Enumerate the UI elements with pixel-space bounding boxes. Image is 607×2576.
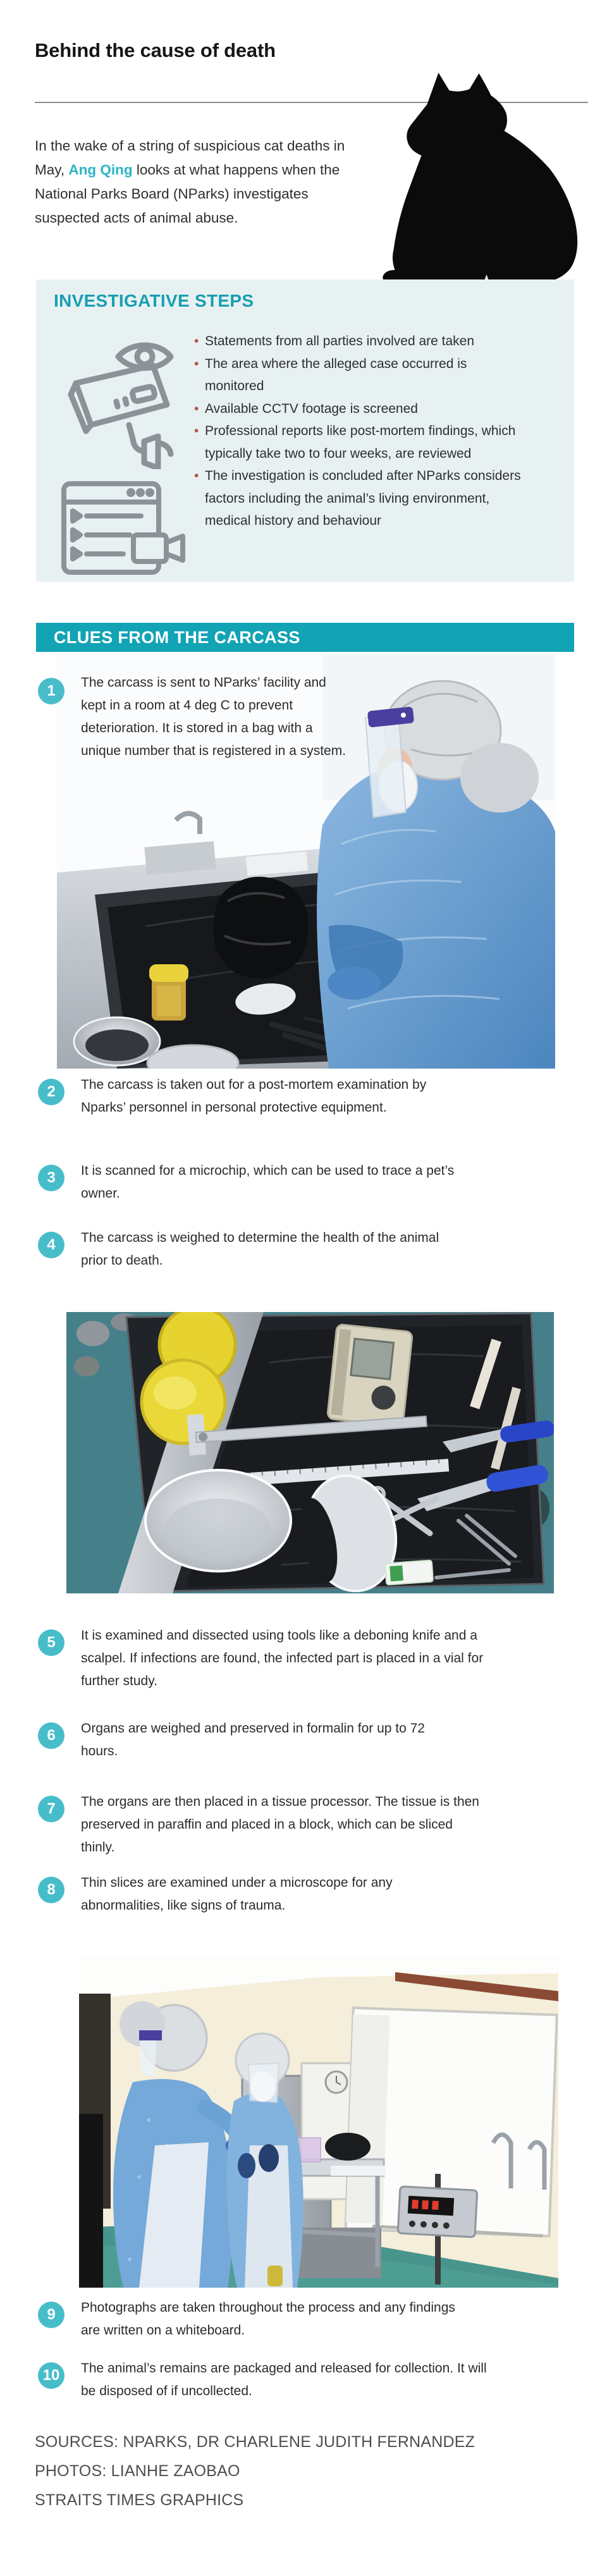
intro-text-post: looks at what happens when the National Parks Board (NParks) investigates suspected acts of animal abuse. [35, 162, 340, 226]
graphics-credit: STRAITS TIMES GRAPHICS [35, 2491, 244, 2509]
step-text: Thin slices are examined under a microscope for any abnormalities, like signs of trauma. [81, 1875, 393, 1913]
step-text: Organs are weighed and preserved in formalin for up to 72 hours. [81, 1721, 425, 1758]
step-number: 8 [38, 1877, 64, 1903]
writer-name: Ang Qing [68, 162, 133, 178]
investigative-steps-heading: INVESTIGATIVE STEPS [54, 291, 254, 310]
step-number: 6 [38, 1722, 64, 1749]
page-title: Behind the cause of death [35, 39, 276, 61]
step-text: The carcass is weighed to determine the health of the animal prior to death. [81, 1230, 439, 1268]
step-number: 5 [38, 1629, 64, 1656]
black-cat-silhouette-icon [376, 70, 588, 285]
step-number: 2 [38, 1079, 64, 1105]
list-item: • The investigation is concluded after NParks considers factors including the animal’s living environment, medical history and behaviour [194, 465, 525, 532]
list-item: • The area where the alleged case occurred is monitored [194, 353, 525, 398]
list-item: • Professional reports like post-mortem findings, which typically take two to four weeks, are reviewed [194, 420, 525, 465]
step-number: 9 [38, 2302, 64, 2328]
investigative-steps-list [194, 330, 525, 532]
photo-dissection-tools-tray [66, 1312, 554, 1593]
step-text: The animal’s remains are packaged and released for collection. It will be disposed of if uncollected. [81, 2361, 487, 2398]
case-report-video-icon [60, 481, 187, 575]
clues-banner [36, 623, 574, 652]
step-text: Photographs are taken throughout the process and any findings are written on a whiteboard. [81, 2300, 455, 2338]
sources-credit: SOURCES: NPARKS, DR CHARLENE JUDITH FERNANDEZ [35, 2433, 475, 2451]
step-number: 1 [38, 678, 64, 704]
step-number: 4 [38, 1232, 64, 1258]
photos-credit: PHOTOS: LIANHE ZAOBAO [35, 2462, 240, 2480]
step-text: The organs are then placed in a tissue processor. The tissue is then preserved in paraffin and placed in a block, which can be sliced thinly. [81, 1794, 479, 1855]
step-text: The carcass is sent to NParks’ facility and kept in a room at 4 deg C to prevent deterioration. It is stored in a bag with a unique number that is registered in a system. [81, 675, 346, 758]
step-number: 3 [38, 1165, 64, 1191]
intro-paragraph [35, 134, 364, 230]
clues-heading: CLUES FROM THE CARCASS [54, 627, 300, 647]
investigative-steps-panel [36, 279, 574, 582]
cctv-camera-icon [58, 330, 188, 469]
intro-text-pre: In the wake of a string of suspicious cat deaths in May, [35, 138, 345, 178]
photo-staff-whiteboard-room [79, 1956, 558, 2288]
step-number: 10 [38, 2362, 64, 2389]
list-item: • Available CCTV footage is screened [194, 398, 525, 420]
step-text: It is examined and dissected using tools like a deboning knife and a scalpel. If infections are found, the infected part is placed in a vial for further study. [81, 1628, 484, 1688]
step-text: The carcass is taken out for a post-mortem examination by Nparks’ personnel in personal protective equipment. [81, 1077, 427, 1115]
step-number: 7 [38, 1796, 64, 1822]
step-text: It is scanned for a microchip, which can be used to trace a pet’s owner. [81, 1163, 455, 1201]
list-item: • Statements from all parties involved are taken [194, 330, 525, 353]
